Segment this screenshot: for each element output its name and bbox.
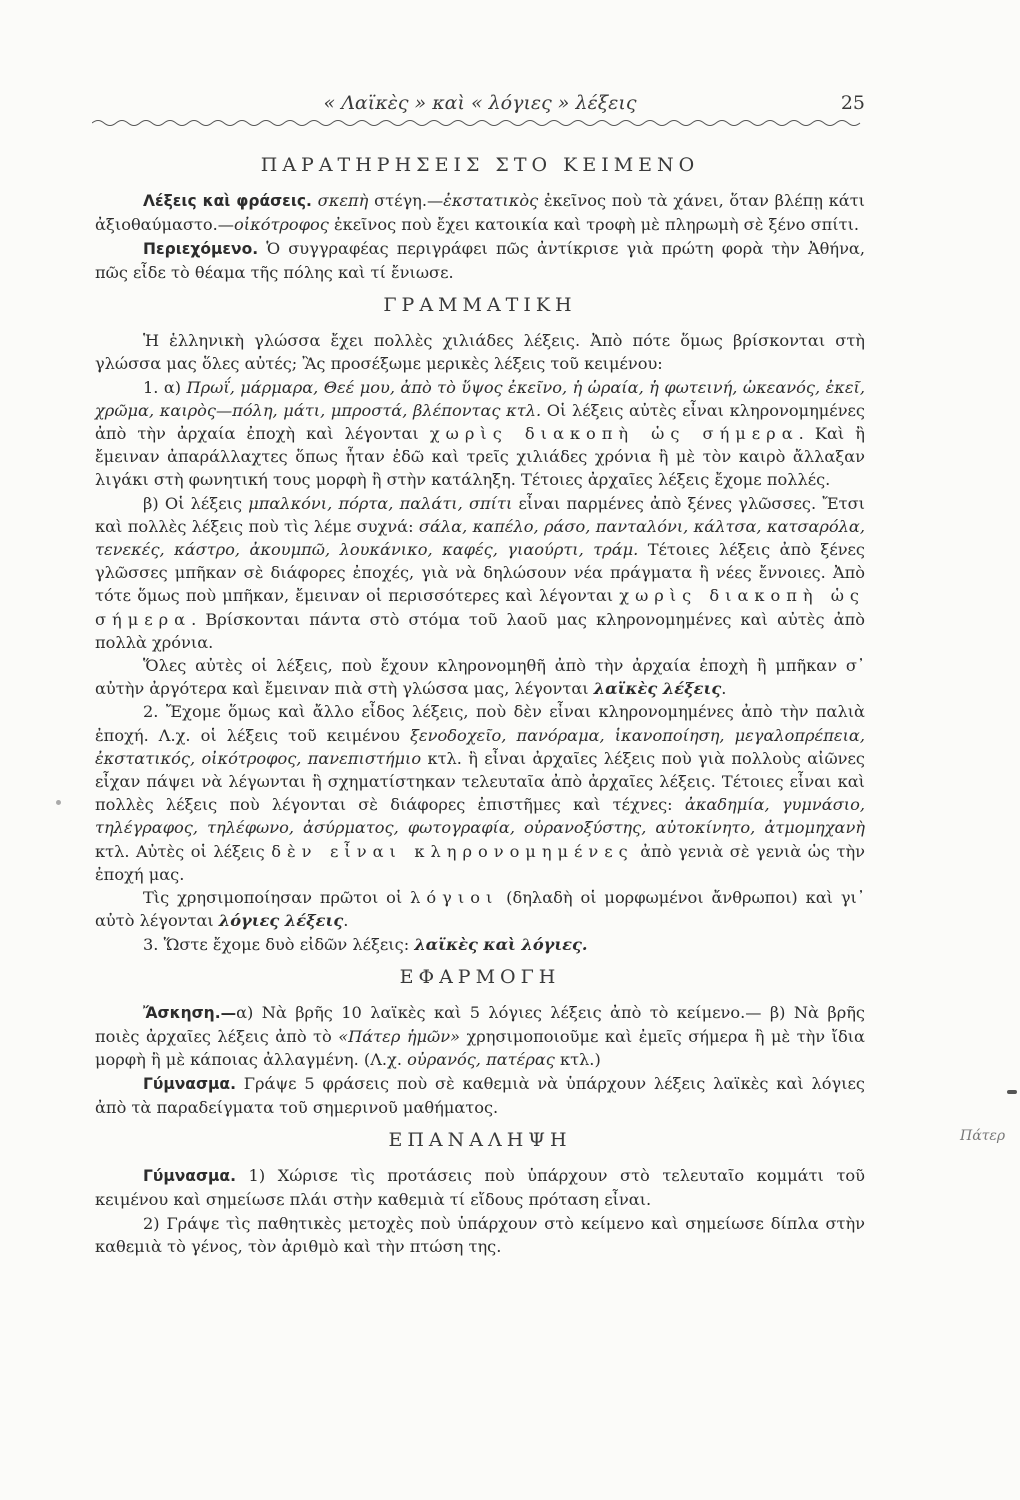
margin-mark [1007,1090,1017,1094]
example-words: «Πάτερ ἡμῶν» [338,1027,460,1047]
label-drill: Γύμνασμα. [143,1167,236,1186]
text: στέγη.— [368,191,444,211]
paragraph-1b [95,492,865,654]
text: ἐκεῖνος ποὺ ἔχει κατοικία καὶ τροφὴ μὲ πληρωμὴ σὲ ξένο σπίτι. [328,215,860,235]
text: ἐκεῖνος ποὺ τὰ χάνει, ὅταν βλέπῃ κάτι ἀξιοθαύμαστο.— [95,191,865,235]
text: Τὶς χρησιμοποίησαν πρῶτοι οἱ [143,888,411,908]
text: . [721,679,727,699]
text: χρησιμοποιοῦμε καὶ ἐμεῖς σήμερα ἢ μὲ τὴν ἴδια μορφὴ ἢ μὲ κάποιας ἀλλαγμένη. (Λ.χ. [95,1027,865,1070]
running-header [95,92,865,120]
text: 1) Χώρισε τὶς προτάσεις ποὺ ὑπάρχουν στὸ τελευταῖο κομμάτι τοῦ κειμένου καὶ σημείωσε πλάι στὴν καθεμιὰ τί εἴδους πρόταση εἶναι. [95,1166,865,1210]
paragraph-exercise [95,1001,865,1072]
text: Ὅλες αὐτὲς οἱ λέξεις, ποὺ ἔχουν κληρονομηθῆ ἀπὸ τὴν ἀρχαία ἐποχὴ ἢ μπῆκαν σ᾿ αὐτὴν ἀργότερα καὶ ἔμειναν πιὰ στὴ γλώσσα μας, λέγονται [95,656,865,699]
handwritten-margin-note: Πάτερ [960,1128,1006,1144]
label-content: Περιεχόμενο. [143,239,259,258]
label-exercise: Ἄσκηση.— [143,1003,237,1022]
section-heading-grammar: ΓΡΑΜΜΑΤΙΚΗ [383,294,577,317]
text: β) Οἱ λέξεις [143,493,249,513]
spaced-text: χωρὶς διακοπὴ ὡς σήμερα [95,586,865,629]
term: σκεπὴ [317,191,369,211]
text: . [343,911,349,931]
paragraph-learned [95,886,865,932]
bold-term: λαϊκὲς λέξεις [593,679,722,699]
page-number: 25 [840,92,865,114]
text: κτλ. ἢ εἶναι ἀρχαῖες λέξεις ποὺ γιὰ πολλοὺς αἰῶνες εἶχαν πάψει νὰ λέγωνται ἢ σχηματίστηκαν τελευταῖα ἀπὸ ἀρχαῖες λέξεις. Τέτοιες εἶναι καὶ πολλὲς λέξεις ποὺ λέγονται σὲ διάφορες ἐπιστῆμες καὶ τέχνες: [95,748,865,815]
label-drill: Γύμνασμα. [143,1074,236,1093]
label-words: Λέξεις καὶ φράσεις. [143,192,312,211]
paragraph-intro: Ἡ ἑλληνικὴ γλώσσα ἔχει πολλὲς χιλιάδες λέξεις. Ἀπὸ πότε ὅμως βρίσκονται στὴ γλώσσα μας ὅλες αὐτές; Ἂς προσέξωμε μερικὲς λέξεις τοῦ κειμένου: [95,331,865,374]
text: 1. α) [143,377,187,397]
paragraph-content [95,237,865,284]
paragraph-1a [95,376,865,492]
spaced-text: δὲν εἶναι κληρονομημένες [271,841,634,861]
example-words: ξενοδοχεῖο, πανόραμα, ἱκανοποίηση, μεγαλοπρέπεια, ἐκστατικός, οἰκότροφος, πανεπιστήμιο [95,725,865,768]
page-body [95,154,865,1258]
text: ἀπὸ γενιὰ σὲ γενιὰ ὡς τὴν ἐποχή μας. [95,841,865,884]
text: Οἱ λέξεις αὐτὲς εἶναι κληρονομημένες ἀπὸ τὴν ἀρχαία ἐποχὴ καὶ λέγονται [95,400,865,444]
wavy-rule [92,118,865,128]
example-words: Πρωΐ, μάρμαρα, Θεέ μου, ἀπὸ τὸ ὕψος ἐκεῖνο, ἡ ὡραία, ἡ φωτεινή, ὠκεανός, ἐκεῖ, χρῶμα, καιρὸς—πόλη, μάτι, μπροστά, βλέποντας κτλ. [95,377,865,420]
example-words: ἀκαδημία, γυμνάσιο, τηλέγραφος, τηλέφωνο, ἀσύρματος, φωτογραφία, οὐρανοξύστης, αὐτοκίνητο, ἀτμομηχανὴ [95,795,865,838]
section-heading-application: ΕΦΑΡΜΟΓΗ [399,965,561,988]
text: α) Νὰ βρῆς 10 λαϊκὲς καὶ 5 λόγιες λέξεις ἀπὸ τὸ κείμενο.— β) Νὰ βρῆς ποιὲς ἀρχαῖες λέξεις ἀπὸ τὸ [95,1002,865,1047]
text: . Καὶ ἢ ἔμειναν ἀπαράλλαχτες ὅπως ἦταν ἐδῶ καὶ τρεῖς χιλιάδες χρόνια ἢ μὲ τὸν καιρὸ ἄλλαξαν λιγάκι στὴ φωνητική τους μορφὴ ἢ στὴν κατάληξη. Τέτοιες ἀρχαῖες λέξεις ἔχομε πολλές. [95,424,865,490]
example-words: οὐρανός, πατέρας [407,1050,555,1070]
paragraph-3 [95,933,865,956]
paragraph-review-2: 2) Γράψε τὶς παθητικὲς μετοχὲς ποὺ ὑπάρχουν στὸ κείμενο καὶ σημείωσε δίπλα στὴν καθεμιὰ τὸ γένος, τὸν ἀριθμὸ καὶ τὴν πτώση της. [95,1213,865,1256]
paragraph-words [95,189,865,236]
term: ἐκστατικὸς [443,191,539,211]
spaced-text: χωρὶς διακοπὴ ὡς σήμερα [429,424,799,444]
text: . Βρίσκονται πάντα στὸ στόμα τοῦ λαοῦ μας κληρονομημένες καὶ αὐτὲς ἀπὸ πολλὰ χρόνια. [95,609,865,652]
text: Τέτοιες λέξεις ἀπὸ ξένες γλῶσσες μπῆκαν σὲ διάφορες ἐποχές, γιὰ νὰ δηλώσουν νέα πράγματα ἢ νέες ἔννοιες. Ἀπὸ τότε ὅμως ποὺ μπῆκαν, ἔμειναν οἱ περισσότερες καὶ λέγονται [95,540,865,606]
text: εἶναι παρμένες ἀπὸ ξένες γλῶσσες. Ἔτσι καὶ πολλὲς λέξεις ποὺ τὶς λέμε συχνά: [95,493,865,536]
running-title: « Λαϊκὲς » καὶ « λόγιες » λέξεις [323,92,637,114]
term: οἰκότροφος [234,215,329,235]
text: κτλ. Αὐτὲς οἱ λέξεις [95,841,272,861]
paragraph-drill [95,1072,865,1119]
text: Ὁ συγγραφέας περιγράφει πῶς ἀντίκρισε γιὰ πρώτη φορὰ τὴν Ἀθήνα, πῶς εἶδε τὸ θέαμα τῆς πόλης καὶ τί ἔνιωσε. [95,238,865,282]
section-heading-notes: ΠΑΡΑΤΗΡΗΣΕΙΣ ΣΤΟ ΚΕΙΜΕΝΟ [260,154,700,176]
example-words: μπαλκόνι, πόρτα, παλάτι, σπίτι [248,493,513,513]
text: Γράψε 5 φράσεις ποὺ σὲ καθεμιὰ νὰ ὑπάρχουν λέξεις λαϊκὲς καὶ λόγιες ἀπὸ τὰ παραδείγματα τοῦ σημερινοῦ μαθήματος. [95,1073,865,1117]
text: (δηλαδὴ οἱ μορφωμένοι ἄνθρωποι) καὶ γι᾿ αὐτὸ λέγονται [95,888,866,931]
example-words: σάλα, καπέλο, ράσο, πανταλόνι, κάλτσα, κατσαρόλα, τενεκές, κάστρο, ἀκουμπῶ, λουκάνικο, καφές, γιαούρτι, τράμ. [95,516,865,560]
bold-term: λόγιες λέξεις [218,911,344,931]
spaced-text: λόγιοι [410,888,499,908]
paragraph-2 [95,700,865,886]
bold-term: λαϊκὲς καὶ λόγιες. [414,934,588,954]
text: κτλ.) [554,1050,601,1070]
text: 2. Ἔχομε ὅμως καὶ ἄλλο εἶδος λέξεις, ποὺ δὲν εἶναι κληρονομημένες ἀπὸ τὴν παλιὰ ἐποχή. Λ.χ. οἱ λέξεις τοῦ κειμένου [95,702,865,745]
paper-spot [56,800,61,805]
paragraph-folk-words [95,654,865,700]
paragraph-review-1 [95,1164,865,1211]
text: 3. Ὥστε ἔχομε δυὸ εἰδῶν λέξεις: [143,934,415,954]
section-heading-review: ΕΠΑΝΑΛΗΨΗ [388,1128,572,1151]
